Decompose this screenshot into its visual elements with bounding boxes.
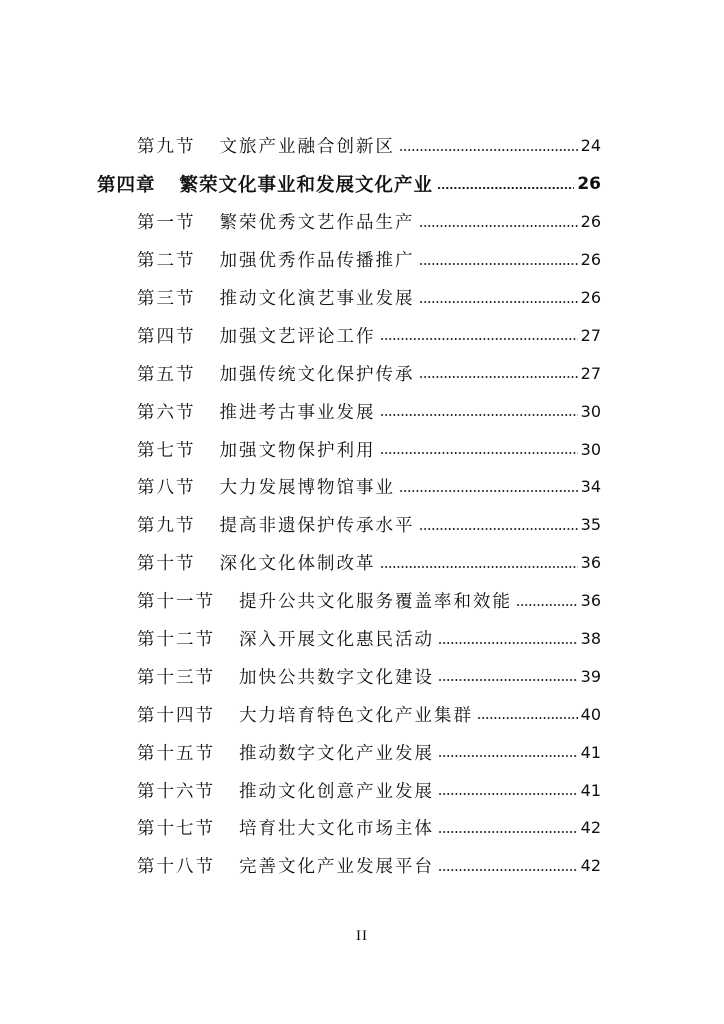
toc-entry-title: 培育壮大文化市场主体: [239, 819, 434, 840]
toc-chapter-number: 第四章: [97, 174, 156, 196]
toc-entry-title: 推进考古事业发展: [219, 402, 376, 423]
toc-entry[interactable]: [0, 733, 724, 771]
dot-leader: [419, 376, 578, 378]
toc-entry-number: 第一节: [137, 213, 196, 234]
toc-entry-number: 第三节: [137, 289, 196, 309]
toc-entry-title: 大力培育特色文化产业集群: [239, 705, 473, 726]
toc-chapter-entry[interactable]: [0, 165, 724, 203]
toc-entry[interactable]: [0, 582, 724, 620]
toc-entry-number: 第十节: [137, 554, 196, 575]
toc-entry-title: 深入开展文化惠民活动: [239, 630, 434, 651]
toc-entry-number: 第二节: [137, 251, 196, 272]
toc-entry-number: 第十五节: [137, 743, 215, 764]
page-number-footer: II: [356, 928, 368, 944]
toc-entry-number: 第八节: [137, 478, 196, 499]
toc-entry[interactable]: [0, 695, 724, 733]
toc-entry[interactable]: [0, 203, 724, 241]
toc-entry-title: 推动数字文化产业发展: [239, 743, 434, 764]
toc-entry[interactable]: [0, 506, 724, 544]
toc-entry-number: 第五节: [137, 364, 196, 385]
toc-entry-page: 27: [580, 363, 601, 383]
toc-entry[interactable]: [0, 809, 724, 847]
toc-entry[interactable]: [0, 430, 724, 468]
toc-entry-number: 第九节: [137, 137, 196, 158]
toc-entry-page: 26: [580, 212, 601, 232]
dot-leader: [477, 717, 578, 719]
dot-leader: [419, 301, 578, 303]
dot-leader: [438, 793, 578, 795]
toc-entry-title: 繁荣优秀文艺作品生产: [219, 213, 415, 234]
toc-entry-number: 第十一节: [137, 592, 215, 613]
toc-entry-title: 推动文化演艺事业发展: [219, 289, 415, 309]
toc-entry[interactable]: [0, 657, 724, 695]
toc-entry[interactable]: [0, 620, 724, 658]
dot-leader: [419, 528, 578, 530]
toc-chapter-title: 繁荣文化事业和发展文化产业: [179, 174, 434, 196]
toc-entry-title: 完善文化产业发展平台: [239, 857, 434, 878]
toc-entry-title: 提升公共文化服务覆盖率和效能: [239, 592, 512, 613]
toc-entry-number: 第九节: [137, 516, 196, 537]
dot-leader: [516, 604, 578, 606]
dot-leader: [419, 263, 578, 265]
dot-leader: [438, 869, 578, 871]
toc-entry-number: 第十六节: [137, 781, 215, 802]
dot-leader: [438, 831, 578, 833]
toc-entry-title: 加强文物保护利用: [219, 440, 376, 461]
dot-leader: [419, 225, 578, 227]
toc-entry-page: 30: [580, 401, 601, 421]
toc-entry-page: 41: [580, 780, 601, 800]
toc-entry-number: 第七节: [137, 440, 196, 461]
dot-leader: [380, 566, 578, 568]
toc-entry-number: 第四节: [137, 326, 196, 347]
dot-leader: [399, 149, 578, 151]
toc-entry[interactable]: [0, 241, 724, 279]
toc-entry-title: 深化文化体制改革: [219, 554, 376, 575]
toc-entry-page: 38: [580, 629, 601, 649]
toc-entry-page: 26: [580, 288, 601, 307]
dot-leader: [438, 755, 578, 757]
toc-entry[interactable]: [0, 771, 724, 809]
toc-entry-title: 文旅产业融合创新区: [219, 137, 395, 158]
toc-entry-title: 大力发展博物馆事业: [219, 478, 395, 499]
toc-entry-page: 26: [580, 250, 601, 270]
toc-entry-title: 加强文艺评论工作: [219, 326, 376, 347]
dot-leader: [380, 452, 578, 454]
toc-entry[interactable]: [0, 279, 724, 317]
toc-entry-number: 第六节: [137, 402, 196, 423]
toc-entry[interactable]: [0, 127, 724, 165]
dot-leader: [437, 187, 574, 189]
toc-entry-number: 第十二节: [137, 630, 215, 651]
toc-entry-number: 第十八节: [137, 857, 215, 878]
toc-entry-page: 36: [580, 553, 601, 573]
toc-chapter-page: 26: [577, 173, 601, 194]
toc-entry-title: 加强优秀作品传播推广: [219, 251, 415, 272]
toc-entry-page: 24: [580, 136, 601, 156]
toc-entry-title: 加快公共数字文化建设: [239, 667, 434, 688]
toc-entry-page: 35: [580, 515, 601, 535]
toc-entry-page: 39: [580, 666, 601, 686]
toc-entry[interactable]: [0, 544, 724, 582]
toc-entry-page: 40: [580, 704, 601, 724]
dot-leader: [438, 642, 578, 644]
toc-entry-page: 30: [580, 439, 601, 459]
table-of-contents: [0, 127, 724, 885]
dot-leader: [399, 490, 578, 492]
toc-entry-title: 加强传统文化保护传承: [219, 364, 415, 385]
toc-entry[interactable]: [0, 392, 724, 430]
dot-leader: [380, 338, 578, 340]
toc-entry[interactable]: [0, 468, 724, 506]
toc-entry[interactable]: [0, 316, 724, 354]
toc-entry-title: 推动文化创意产业发展: [239, 781, 434, 802]
toc-entry[interactable]: [0, 847, 724, 885]
toc-entry-page: 42: [580, 856, 601, 876]
toc-entry-page: 34: [580, 477, 601, 497]
toc-entry-page: 36: [580, 591, 601, 611]
toc-entry-number: 第十四节: [137, 705, 215, 726]
toc-entry-number: 第十七节: [137, 819, 215, 840]
toc-entry-page: 42: [580, 818, 601, 838]
toc-entry-page: 41: [580, 742, 601, 762]
toc-entry-number: 第十三节: [137, 667, 215, 688]
dot-leader: [438, 679, 578, 681]
dot-leader: [380, 414, 578, 416]
toc-entry[interactable]: [0, 354, 724, 392]
toc-entry-title: 提高非遗保护传承水平: [219, 516, 415, 537]
toc-entry-page: 27: [580, 325, 601, 345]
